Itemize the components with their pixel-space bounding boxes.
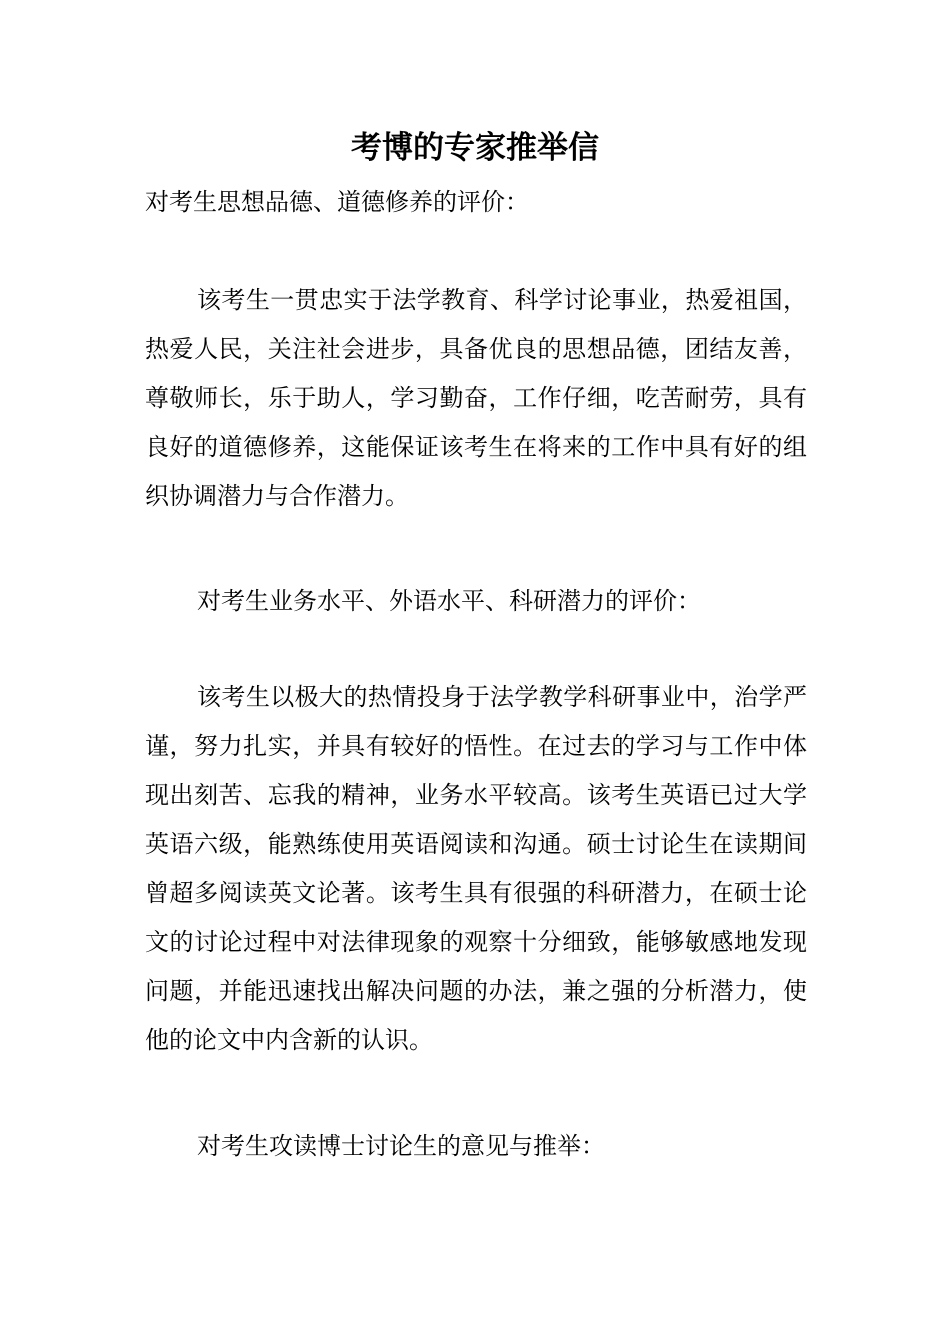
section-heading-moral: 对考生思想品德、道德修养的评价： bbox=[145, 188, 529, 216]
section-heading-professional: 对考生业务水平、外语水平、科研潜力的评价： bbox=[197, 587, 701, 615]
document-title: 考博的专家推举信 bbox=[351, 130, 599, 166]
paragraph-moral-evaluation: 该考生一贯忠实于法学教育、科学讨论事业，热爱祖国，热爱人民，关注社会进步，具备优良的思想品德，团结友善，尊敬师长，乐于助人，学习勤奋，工作仔细，吃苦耐劳，具有良好的道德修养，这能保证该考生在将来的工作中具有好的组织协调潜力与合作潜力。 bbox=[145, 286, 807, 510]
section-heading-recommendation: 对考生攻读博士讨论生的意见与推举： bbox=[197, 1132, 605, 1160]
paragraph-professional-evaluation: 该考生以极大的热情投身于法学教学科研事业中，治学严谨，努力扎实，并具有较好的悟性。在过去的学习与工作中体现出刻苦、忘我的精神，业务水平较高。该考生英语已过大学英语六级，能熟练使用英语阅读和沟通。硕士讨论生在读期间曾超多阅读英文论著。该考生具有很强的科研潜力，在硕士论文的讨论过程中对法律现象的观察十分细致，能够敏感地发现问题，并能迅速找出解决问题的办法，兼之强的分析潜力，使他的论文中内含新的认识。 bbox=[145, 683, 807, 1054]
